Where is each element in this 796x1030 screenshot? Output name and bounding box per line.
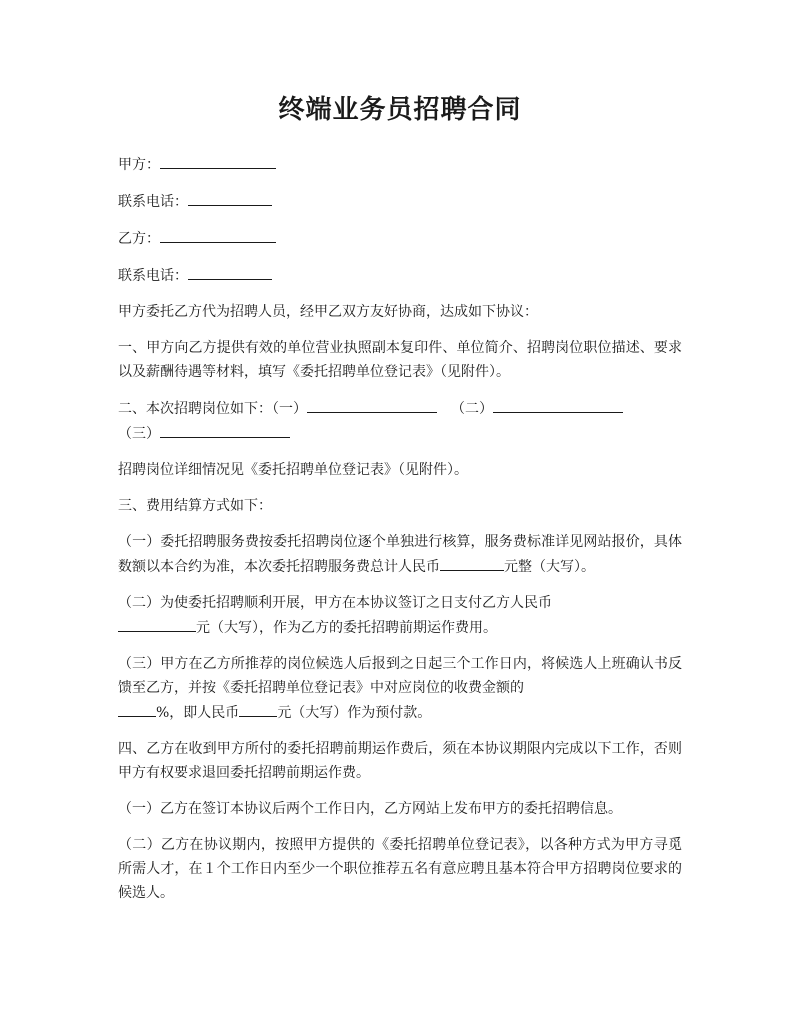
party-a-label: 甲方： [118, 157, 160, 173]
clause-3-3 [118, 652, 682, 725]
clause-1: 一、甲方向乙方提供有效的单位营业执照副本复印件、单位简介、招聘岗位职位描述、要求以及薪酬待遇等材料，填写《委托招聘单位登记表》（见附件）。 [118, 340, 682, 380]
total-fee-blank [440, 554, 504, 571]
clause-3-3-middle: %，即人民币 [156, 705, 240, 721]
post-3-label: （三） [118, 426, 160, 442]
intro-paragraph: 甲方委托乙方代为招聘人员，经甲乙双方友好协商，达成如下协议： [118, 304, 538, 320]
party-b-phone-label: 联系电话： [118, 268, 188, 284]
clause-3: 三、费用结算方式如下： [118, 498, 272, 514]
post-1-blank [307, 396, 437, 413]
prepayment-blank [118, 615, 196, 632]
party-b-phone-line [118, 263, 682, 288]
party-b-label: 乙方： [118, 231, 160, 247]
clause-4-2: （二）乙方在协议期内，按照甲方提供的《委托招聘单位登记表》，以各种方式为甲方寻觅所需人才，在１个工作日内至少一个职位推荐五名有意应聘且基本符合甲方招聘岗位要求的候选人。 [118, 837, 682, 901]
clause-3-2 [118, 591, 682, 640]
clause-2-lead: 二、本次招聘岗位如下： [118, 401, 272, 417]
clause-3-2-after: 元（大写），作为乙方的委托招聘前期运作费用。 [196, 620, 497, 636]
clause-3-1 [118, 530, 682, 579]
clause-2-detail: 招聘岗位详细情况见《委托招聘单位登记表》（见附件）。 [118, 462, 468, 478]
clause-3-1-after: 元整（大写）。 [504, 559, 595, 575]
party-b-blank [160, 226, 276, 243]
post-2-blank [493, 396, 623, 413]
clause-3-1-before: （一）委托招聘服务费按委托招聘岗位逐个单独进行核算，服务费标准详见网站报价，具体数额以本合约为准，本次委托招聘服务费总计人民币 [118, 534, 682, 575]
clause-3-3-before: （三）甲方在乙方所推荐的岗位候选人后报到之日起三个工作日内，将候选人上班确认书反馈至乙方，并按《委托招聘单位登记表》中对应岗位的收费金额的 [118, 656, 682, 696]
percent-blank [118, 700, 156, 717]
clause-3-3-after: 元（大写）作为预付款。 [277, 705, 432, 721]
post-2-label: （二） [451, 401, 493, 417]
party-b-line [118, 226, 682, 251]
party-b-phone-blank [188, 263, 272, 280]
post-3-blank [160, 421, 290, 438]
advance-amount-blank [239, 700, 277, 717]
party-a-line [118, 152, 682, 177]
clause-3-2-before: （二）为使委托招聘顺利开展，甲方在本协议签订之日支付乙方人民币 [118, 595, 552, 611]
post-1-label: （一） [272, 401, 307, 417]
page-title: 终端业务员招聘合同 [278, 95, 522, 125]
party-a-phone-label: 联系电话： [118, 194, 188, 210]
contract-page [118, 90, 682, 917]
clause-4: 四、乙方在收到甲方所付的委托招聘前期运作费后，须在本协议期限内完成以下工作，否则甲方有权要求退回委托招聘前期运作费。 [118, 741, 682, 781]
clause-2 [118, 396, 682, 446]
clause-4-1: （一）乙方在签订本协议后两个工作日内，乙方网站上发布甲方的委托招聘信息。 [118, 801, 622, 817]
party-a-phone-blank [188, 189, 272, 206]
party-a-phone-line [118, 189, 682, 214]
party-a-blank [160, 152, 276, 169]
